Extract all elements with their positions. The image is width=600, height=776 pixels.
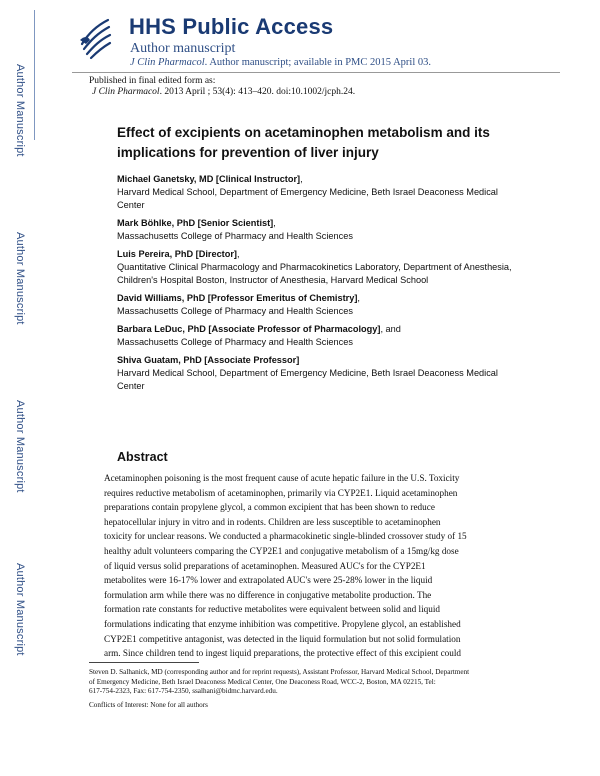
footnote-line: Steven D. Salhanick, MD (corresponding author and for reprint requests), Assistant Professor, Harvard Medical School, Department [89, 668, 470, 676]
header-divider [72, 72, 560, 73]
abstract-line: formulation arm while there was no difference in conjugative metabolite production. The [104, 589, 432, 600]
author-entry [117, 323, 537, 349]
header-subtitle: Author manuscript [130, 41, 236, 56]
abstract-line: formation rate constants for reductive metabolites were equivalent between solid and liquid [104, 604, 440, 615]
sidebar-label-4: Author Manuscript [14, 563, 26, 656]
author-suffix: , [357, 293, 360, 303]
author-affiliation-line: Massachusetts College of Pharmacy and Health Sciences [117, 231, 353, 241]
footnote-line: of Emergency Medicine, Beth Israel Deaconess Medical Center, One Deaconess Road, WCC-2, Boston, MA 02215, Tel: [89, 677, 436, 686]
author-name-line [117, 292, 537, 305]
author-name-line [117, 248, 537, 261]
author-affiliation-line: Harvard Medical School, Department of Emergency Medicine, Beth Israel Deaconess Medical [117, 187, 498, 197]
article-title: Effect of excipients on acetaminophen metabolism and its implications for prevention of liver injury [117, 125, 490, 160]
sidebar-label-1: Author Manuscript [14, 64, 26, 157]
author-name: Michael Ganetsky, MD [Clinical Instructor] [117, 174, 301, 184]
author-entry [117, 292, 537, 318]
abstract-line: formulations indicating that enzyme inhibition was competitive. Propylene glycol, an established [104, 618, 461, 629]
author-list [117, 173, 537, 398]
sidebar-label-3: Author Manuscript [14, 400, 26, 493]
footnote-conflicts: Conflicts of Interest: None for all authors [89, 700, 208, 709]
abstract-line: hepatocellular injury in vitro and in rodents. Children are less susceptible to acetaminophen [104, 516, 441, 527]
hhs-eagle-logo-icon [76, 14, 114, 62]
published-citation-rest: . 2013 April ; 53(4): 413–420. doi:10.1002/jcph.24. [159, 87, 356, 97]
author-affiliation-line: Massachusetts College of Pharmacy and Health Sciences [117, 306, 353, 316]
author-name-line [117, 354, 537, 367]
abstract-line: preparations contain propylene glycol, a common excipient that has been shown to reduce [104, 502, 435, 513]
footnote-rule [89, 662, 199, 663]
author-affiliation-line: Children's Hospital Boston, Instructor of Anesthesia, Harvard Medical School [117, 275, 429, 285]
author-affiliation-line: Harvard Medical School, Department of Emergency Medicine, Beth Israel Deaconess Medical [117, 368, 498, 378]
author-affiliation-line: Center [117, 381, 145, 391]
author-entry [117, 354, 537, 393]
author-affiliation-line: Quantitative Clinical Pharmacology and Pharmacokinetics Laboratory, Department of Anesthesia, [117, 262, 512, 272]
abstract-body [104, 471, 519, 661]
author-suffix: , [273, 218, 276, 228]
author-entry [117, 173, 537, 212]
header-citation-journal: J Clin Pharmacol [130, 57, 205, 68]
footnote [89, 668, 509, 710]
abstract-line: toxicity for unclear reasons. We conducted a pharmacokinetic single-blinded crossover study of 15 [104, 531, 467, 542]
author-name-line [117, 323, 537, 336]
header-vertical-rule [34, 10, 35, 140]
abstract-heading: Abstract [117, 450, 168, 464]
header-title: HHS Public Access [129, 14, 334, 39]
author-name: Shiva Guatam, PhD [Associate Professor] [117, 355, 300, 365]
abstract-line: CYP2E1 competitive antagonist, was detected in the liquid formulation but not solid formulation [104, 633, 461, 644]
author-suffix: , [300, 174, 303, 184]
published-citation [92, 87, 355, 97]
author-suffix: , and [380, 324, 401, 334]
abstract-line: metabolites were 16-17% lower and extrapolated AUC's were 25-28% lower in the liquid [104, 575, 433, 586]
header-citation-rest: . Author manuscript; available in PMC 2015 April 03. [204, 57, 431, 68]
author-name: Mark Böhlke, PhD [Senior Scientist] [117, 218, 274, 228]
author-name-line [117, 217, 537, 230]
published-label: Published in final edited form as: [89, 76, 216, 86]
abstract-line: healthy adult volunteers comparing the CYP2E1 and conjugative metabolism of a 15mg/kg dose [104, 545, 459, 556]
footnote-line: 617-754-2323, Fax: 617-754-2350, ssalhani@bidmc.harvard.edu. [89, 687, 278, 696]
author-entry [117, 248, 537, 287]
header-citation [130, 57, 431, 68]
author-entry [117, 217, 537, 243]
abstract-line: requires reductive metabolism of acetaminophen, primarily via CYP2E1. Liquid acetaminophen [104, 487, 458, 498]
author-name: David Williams, PhD [Professor Emeritus of Chemistry] [117, 293, 358, 303]
abstract-line: Acetaminophen poisoning is the most frequent cause of acute hepatic failure in the U.S. Toxicity [104, 473, 460, 483]
abstract-line: arm. Since children tend to ingest liquid preparations, the protective effect of this excipient could [104, 648, 462, 659]
author-name: Barbara LeDuc, PhD [Associate Professor of Pharmacology] [117, 324, 381, 334]
author-affiliation-line: Massachusetts College of Pharmacy and Health Sciences [117, 337, 353, 347]
sidebar-label-2: Author Manuscript [14, 232, 26, 325]
footnote-correspondence [89, 668, 509, 697]
published-journal: J Clin Pharmacol [92, 87, 160, 97]
author-name: Luis Pereira, PhD [Director] [117, 249, 237, 259]
author-affiliation-line: Center [117, 200, 145, 210]
author-suffix: , [236, 249, 240, 259]
abstract-line: of liquid versus solid preparations of acetaminophen. Measured AUC's for the CYP2E1 [104, 560, 426, 571]
author-name-line [117, 173, 537, 186]
